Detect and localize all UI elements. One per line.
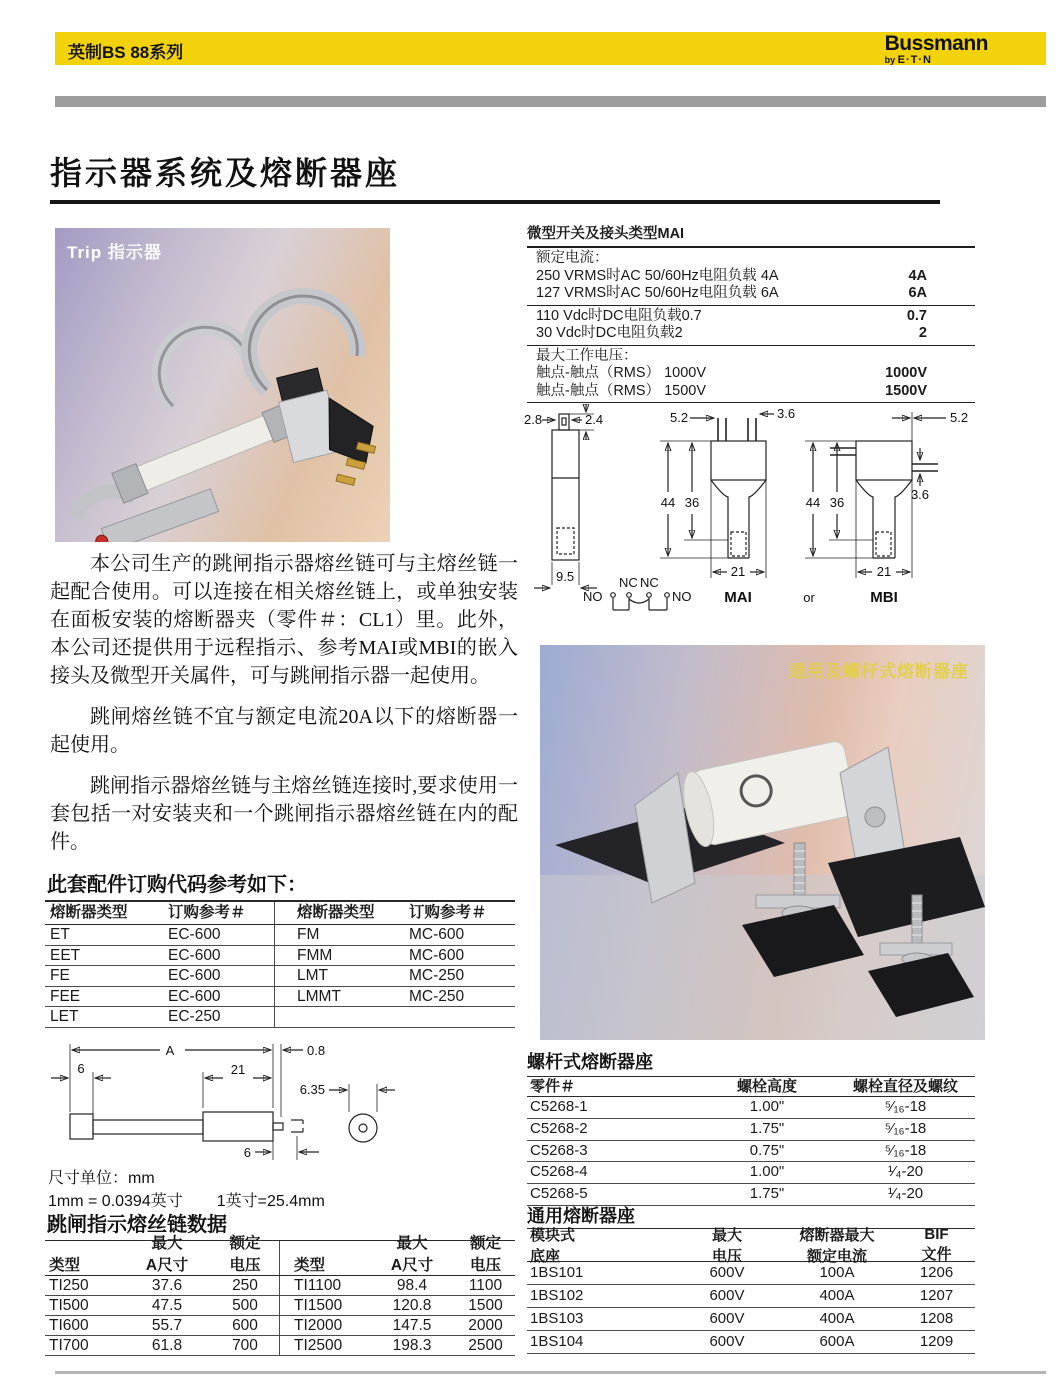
- dim-label: 21: [230, 1062, 246, 1077]
- brand-byline: by E·T·N: [884, 54, 932, 66]
- eaton-logo: E·T·N: [897, 54, 932, 66]
- table-header-row: 熔断器类型 订购参考＃ 熔断器类型 订购参考＃: [45, 900, 515, 925]
- table-title: 微型开关及接头类型MAI: [527, 222, 975, 248]
- paragraph: 跳闸熔丝链不宜与额定电流20A以下的熔断器一起使用。: [50, 706, 518, 756]
- spec-row: 额定电流：: [536, 250, 609, 266]
- brand-name: Bussmann: [884, 32, 988, 55]
- screw-table-heading: 螺杆式熔断器座: [527, 1052, 653, 1072]
- screw-holder-table: [527, 1076, 975, 1206]
- dim-label: 6: [243, 1145, 251, 1160]
- trip-photo-art: [55, 228, 390, 542]
- spec-row: 127 VRMS时AC 50/60Hz电阻负载 6A 6A: [536, 285, 927, 301]
- spec-row: 110 Vdc时DC电阻负载0.7 0.7: [536, 307, 927, 324]
- fuse-dimension-drawing: [45, 1032, 515, 1167]
- dim-label: 0.8: [307, 1043, 326, 1058]
- circuit-label: NO: [583, 589, 603, 604]
- circuit-label: NC: [619, 575, 638, 590]
- ti-table-heading: 跳闸指示熔丝链数据: [47, 1214, 227, 1236]
- dim-label: 3.6: [777, 406, 796, 421]
- dim-label: 5.2: [670, 410, 689, 425]
- table-row: C5268-3 0.75" ⁵⁄₁₆-18: [527, 1141, 975, 1163]
- table-header-row: 类型 最大 A尺寸 额定 电压 类型 最大 A尺寸 额定 电压: [45, 1240, 515, 1276]
- dim-label: 5.2: [950, 410, 969, 425]
- circuit-label: NO: [672, 589, 692, 604]
- dim-label: 9.5: [556, 569, 575, 584]
- spec-section: [527, 346, 975, 404]
- table-row: 1BS101 600V 100A 1206: [527, 1262, 975, 1285]
- connector-dimension-drawing: [522, 400, 980, 635]
- trip-indicator-data-table: [45, 1235, 515, 1356]
- product-photo-trip-indicators: [55, 228, 390, 542]
- spec-row: 30 Vdc时DC电阻负载2 2: [536, 325, 927, 341]
- spec-section: [527, 248, 975, 306]
- spec-section: [527, 306, 975, 346]
- table-row: EET EC-600 FMM MC-600: [45, 946, 515, 967]
- dim-label: 44: [805, 495, 821, 510]
- holders-photo-art: [540, 645, 985, 1040]
- footer-rule: [55, 1371, 1046, 1374]
- dim-label: 44: [660, 495, 676, 510]
- table-row: 1BS103 600V 400A 1208: [527, 1308, 975, 1331]
- or-label: or: [803, 590, 815, 605]
- table-row: TI500 47.5 500 TI1500 120.8 1500: [45, 1296, 515, 1316]
- table-row: TI700 61.8 700 TI2500 198.3 2500: [45, 1336, 515, 1356]
- dim-label: 6.35: [299, 1082, 325, 1097]
- dimension-unit-note: 尺寸单位：mm: [48, 1170, 155, 1187]
- table-row: LET EC-250: [45, 1007, 515, 1028]
- circuit-label: NC: [640, 575, 659, 590]
- spec-row: 触点-触点（RMS） 1000V 1000V: [536, 365, 927, 381]
- dim-label: 21: [876, 564, 892, 579]
- table-row: ET EC-600 FM MC-600: [45, 925, 515, 946]
- paragraph: 本公司生产的跳闸指示器熔丝链可与主熔丝链一起配合使用。可以连接在相关熔丝链上，或单独安装在面板安装的熔断器夹（零件＃：CL1）里。此外，本公司还提供用于远程指示、参考MAI或MBI的嵌入接头及微型开关属件，可与跳闸指示器一起使用。: [50, 553, 518, 687]
- photo-label-holders: 通用及螺杆式熔断器座: [789, 662, 969, 681]
- table-row: 1BS104 600V 600A 1209: [527, 1331, 975, 1354]
- dim-label: 36: [684, 495, 700, 510]
- connector-label-mai: MAI: [724, 589, 752, 606]
- micro-switch-spec-table: [527, 222, 975, 403]
- dim-label: 2.8: [524, 412, 543, 427]
- product-photo-fuse-holders: [540, 645, 985, 1040]
- table-header-row: 模块式 底座 最大 电压 熔断器最大 额定电流 BIF 文件: [527, 1228, 975, 1262]
- universal-table-heading: 通用熔断器座: [527, 1206, 635, 1226]
- spec-row: 触点-触点（RMS） 1500V 1500V: [536, 382, 927, 399]
- table-header-row: 零件＃ 螺栓高度 螺栓直径及螺纹: [527, 1076, 975, 1097]
- table-row: C5268-2 1.75" ⁵⁄₁₆-18: [527, 1119, 975, 1141]
- divider-bar: [55, 96, 1046, 107]
- paragraph: 跳闸指示器熔丝链与主熔丝链连接时,要求使用一套包括一对安装夹和一个跳闸指示器熔丝链在内的配件。: [50, 775, 518, 853]
- dim-label: 21: [730, 564, 746, 579]
- table-row: FEE EC-600 LMMT MC-250: [45, 987, 515, 1008]
- dim-label: 2.4: [585, 412, 604, 427]
- order-code-table: [45, 900, 515, 1028]
- photo-label-trip: Trip 指示器: [67, 243, 162, 262]
- universal-holder-table: [527, 1228, 975, 1354]
- dim-label: 3.6: [910, 487, 930, 502]
- page-title: 指示器系统及熔断器座: [50, 155, 401, 191]
- header-bar: [55, 32, 1046, 65]
- table-row: TI250 37.6 250 TI1100 98.4 1100: [45, 1276, 515, 1296]
- spec-row: 最大工作电压：: [536, 347, 638, 364]
- table-row: 1BS102 600V 400A 1207: [527, 1285, 975, 1308]
- body-text: [50, 550, 518, 869]
- table-row: C5268-4 1.00" ¹⁄₄-20: [527, 1162, 975, 1184]
- series-title: 英制BS 88系列: [68, 43, 184, 62]
- title-rule: [50, 200, 940, 204]
- dim-label: A: [165, 1043, 175, 1058]
- brand-logo: [885, 33, 988, 66]
- table-row: TI600 55.7 600 TI2000 147.5 2000: [45, 1316, 515, 1336]
- spec-row: 250 VRMS时AC 50/60Hz电阻负载 4A 4A: [536, 267, 927, 284]
- dim-label: 6: [77, 1061, 85, 1076]
- table-row: FE EC-600 LMT MC-250: [45, 966, 515, 987]
- table-row: C5268-5 1.75" ¹⁄₄-20: [527, 1184, 975, 1206]
- dim-label: 36: [829, 495, 845, 510]
- connector-label-mbi: MBI: [870, 589, 898, 606]
- conversion-note: 1mm = 0.0394英寸 1英寸=25.4mm: [48, 1193, 325, 1210]
- order-table-heading: 此套配件订购代码参考如下：: [47, 874, 307, 896]
- table-row: C5268-1 1.00" ⁵⁄₁₆-18: [527, 1097, 975, 1119]
